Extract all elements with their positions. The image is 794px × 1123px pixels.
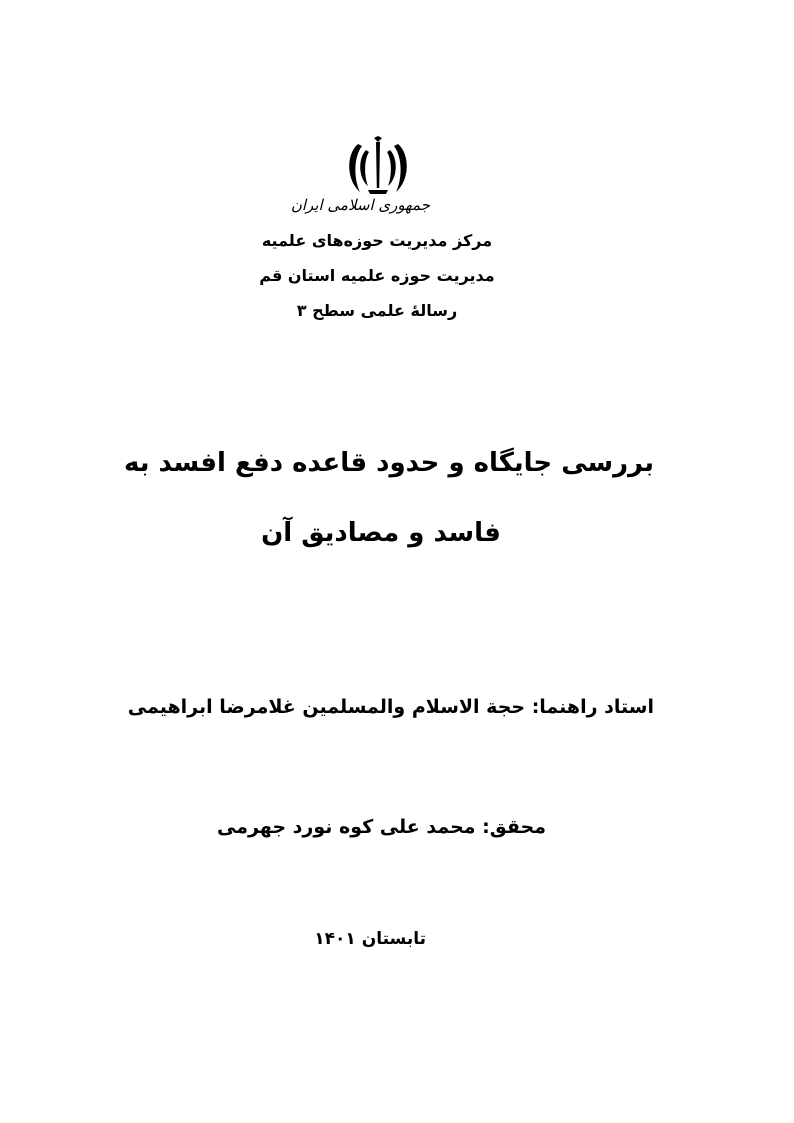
thesis-level-line: رسالۀ علمی سطح ۳ [296,301,458,320]
thesis-title-line-1: بررسی جایگاه و حدود قاعده دفع افسد به [123,448,654,478]
date-line: تابستان ۱۴۰۱ [314,929,426,949]
org-subunit-line: مدیریت حوزه علمیه استان قم [259,266,495,285]
org-name-line: مرکز مدیریت حوزه‌های علمیه [261,231,493,250]
advisor-line: استاد راهنما: حجة الاسلام والمسلمین غلامرضا ابراهیمی [127,696,654,718]
researcher-line: محقق: محمد علی کوه نورد جهرمی [216,816,546,838]
thesis-title-line-2: فاسد و مصادیق آن [261,518,501,548]
emblem-caption: جمهوری اسلامی ایران [290,196,430,214]
iran-emblem-icon [344,136,412,198]
